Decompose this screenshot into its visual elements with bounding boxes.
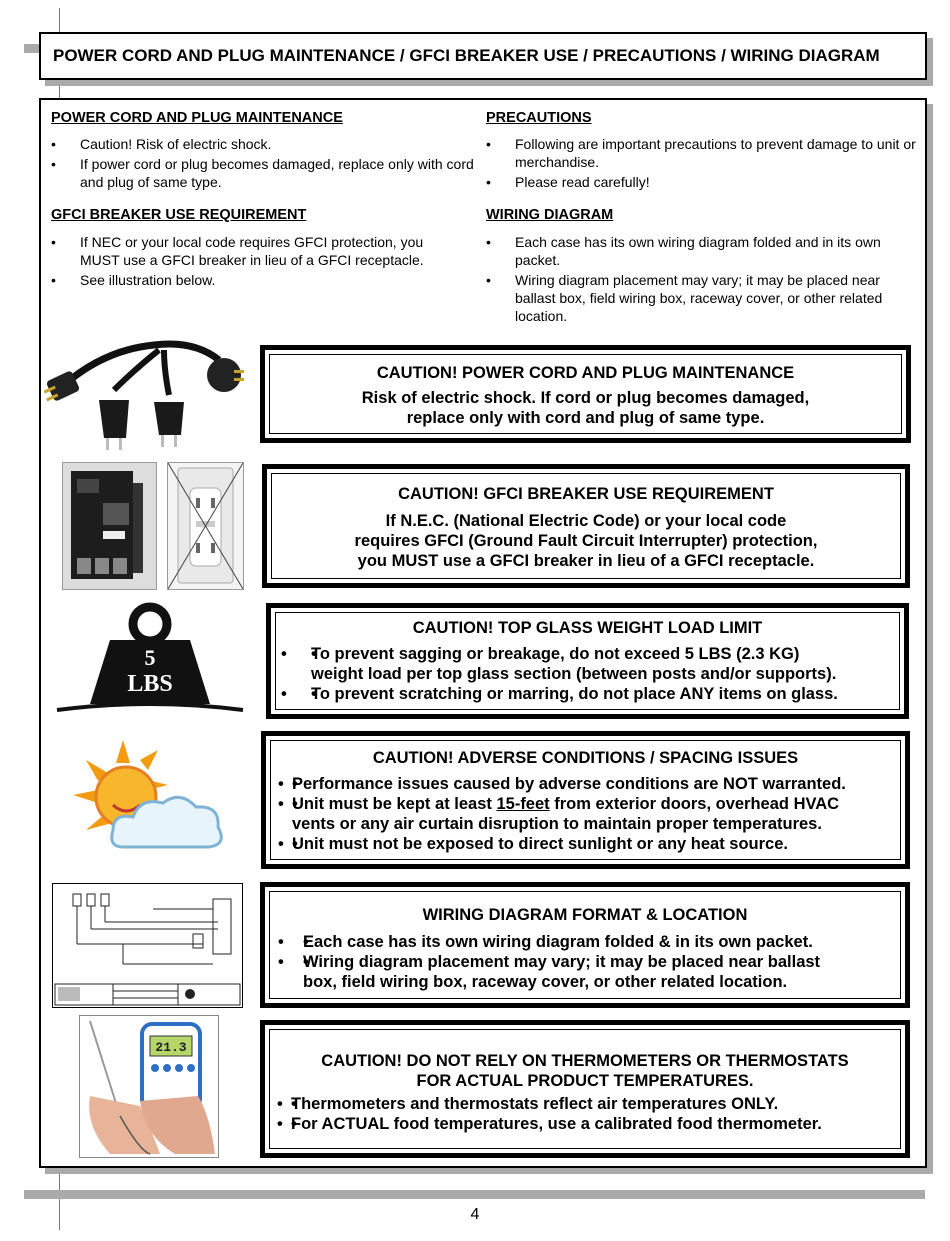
caution-text: If N.E.C. (National Electric Code) or your local code	[385, 512, 787, 530]
list-item: • • For ACTUAL food temperatures, use a calibrated food thermometer.	[291, 1114, 891, 1134]
caution-text: Risk of electric shock. If cord or plug becomes damaged,	[361, 389, 810, 407]
power-cord-list	[51, 133, 476, 191]
list-item: • • Unit must not be exposed to direct sunlight or any heat source.	[292, 834, 892, 854]
list-item: • • Performance issues caused by adverse conditions are NOT warranted.	[292, 774, 892, 794]
list-item: • • To prevent scratching or marring, do not place ANY items on glass.	[311, 684, 901, 704]
thermometer-icon	[79, 1015, 219, 1158]
caution-text: you MUST use a GFCI breaker in lieu of a GFCI receptacle.	[357, 552, 815, 570]
caution-title: CAUTION! ADVERSE CONDITIONS / SPACING ISSUES	[372, 749, 799, 767]
sun-cloud-icon	[68, 735, 228, 855]
precautions-heading: PRECAUTIONS	[486, 110, 592, 126]
page-title-box	[39, 32, 927, 80]
wiring-list	[486, 231, 916, 325]
list-item: • • Each case has its own wiring diagram folded & in its own packet.	[303, 932, 893, 952]
list-item: • • Thermometers and thermostats reflect air temperatures ONLY.	[291, 1094, 891, 1114]
caution-list	[278, 932, 893, 992]
caution-thermometer-box	[260, 1020, 910, 1158]
list-item: • See illustration below.	[51, 271, 461, 289]
list-item: • • Wiring diagram placement may vary; it may be placed near ballast box, field wiring box, raceway cover, or other related location.	[303, 952, 893, 992]
list-item: • Caution! Risk of electric shock.	[51, 135, 476, 153]
caution-gfci-box	[262, 464, 910, 588]
page-title: POWER CORD AND PLUG MAINTENANCE / GFCI BREAKER USE / PRECAUTIONS / WIRING DIAGRAM	[53, 46, 880, 65]
caution-power-cord-box	[260, 345, 911, 443]
caution-title: CAUTION! DO NOT RELY ON THERMOMETERS OR THERMOSTATS	[321, 1052, 849, 1070]
caution-title: CAUTION! GFCI BREAKER USE REQUIREMENT	[398, 485, 774, 503]
weight-label-unit: LBS	[127, 671, 173, 697]
list-item: • Each case has its own wiring diagram folded and in its own packet.	[486, 233, 916, 269]
caution-title: CAUTION! TOP GLASS WEIGHT LOAD LIMIT	[412, 619, 763, 637]
caution-text: replace only with cord and plug of same type.	[406, 409, 765, 427]
page-number: 4	[470, 1206, 480, 1223]
weight-icon	[55, 602, 245, 714]
caution-adverse-box	[261, 731, 910, 869]
wiring-heading: WIRING DIAGRAM	[486, 207, 614, 223]
weight-label-number: 5	[144, 645, 156, 670]
caution-text: requires GFCI (Ground Fault Circuit Interrupter) protection,	[354, 532, 818, 550]
list-item: • Wiring diagram placement may vary; it may be placed near ballast box, field wiring box, raceway cover, or other related location.	[486, 271, 916, 325]
caution-title: WIRING DIAGRAM FORMAT & LOCATION	[422, 906, 748, 924]
gfci-receptacle-icon	[167, 462, 244, 590]
power-cord-heading: POWER CORD AND PLUG MAINTENANCE	[51, 110, 343, 126]
list-item: • Following are important precautions to prevent damage to unit or merchandise.	[486, 135, 916, 171]
caution-title: CAUTION! POWER CORD AND PLUG MAINTENANCE	[376, 364, 795, 382]
list-item: • If NEC or your local code requires GFCI protection, you MUST use a GFCI breaker in lieu of a GFCI receptacle.	[51, 233, 461, 269]
caution-list	[278, 774, 892, 854]
precautions-list	[486, 133, 916, 191]
caution-list	[277, 1094, 891, 1134]
footer-bar-decor	[24, 1190, 925, 1199]
caution-wiring-box	[260, 882, 910, 1008]
gfci-heading: GFCI BREAKER USE REQUIREMENT	[51, 207, 307, 223]
list-item: • • To prevent sagging or breakage, do not exceed 5 LBS (2.3 KG) weight load per top glass section (between posts and/or supports).	[311, 644, 901, 684]
list-item: • If power cord or plug becomes damaged, replace only with cord and plug of same type.	[51, 155, 476, 191]
thermometer-display: 21.3	[155, 1040, 187, 1055]
list-item: • Please read carefully!	[486, 173, 916, 191]
caution-glass-box	[266, 603, 909, 719]
wiring-diagram-icon	[52, 883, 243, 1008]
caution-title: FOR ACTUAL PRODUCT TEMPERATURES.	[416, 1072, 754, 1090]
caution-list	[281, 644, 901, 704]
list-item: • • Unit must be kept at least 15-feet from exterior doors, overhead HVAC vents or any air curtain disruption to maintain proper temperatures.	[292, 794, 892, 834]
gfci-breaker-icon	[62, 462, 157, 590]
power-plug-icon	[44, 330, 244, 455]
gfci-list	[51, 231, 461, 289]
